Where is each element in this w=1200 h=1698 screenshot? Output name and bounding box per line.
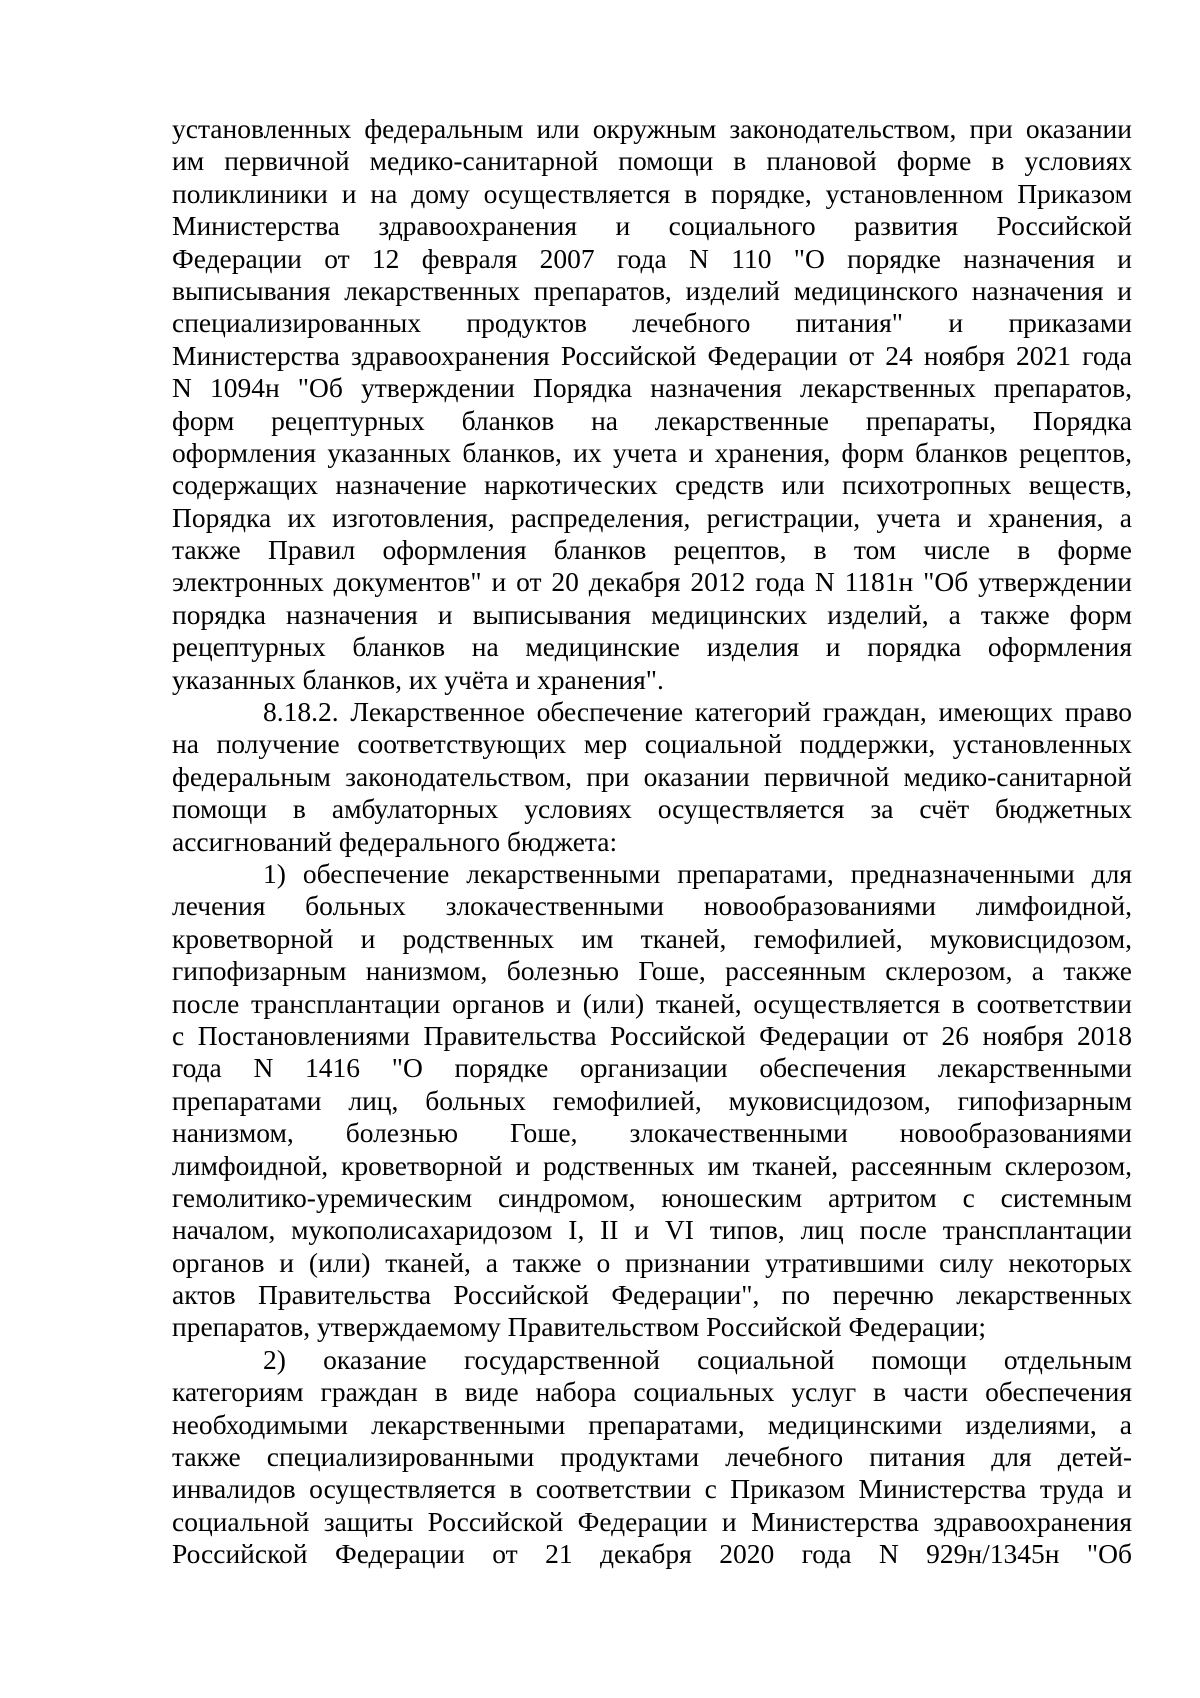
- text-line: 8.18.2. Лекарственное обеспечение категорий граждан, имеющих право: [263, 696, 1132, 728]
- text-line: категориям граждан в виде набора социальных услуг в части обеспечения: [172, 1376, 1132, 1408]
- text-line: гемолитико-уремическим синдромом, юношеским артритом с системным: [172, 1181, 1132, 1213]
- text-line: социальной защиты Российской Федерации и Министерства здравоохранения: [172, 1505, 1132, 1537]
- text-line: началом, мукополисахаридозом I, II и VI типов, лиц после трансплантации: [172, 1214, 1132, 1246]
- text-line: N 1094н "Об утверждении Порядка назначения лекарственных препаратов,: [172, 372, 1132, 404]
- text-line: также Правил оформления бланков рецептов, в том числе в форме: [172, 534, 1132, 566]
- text-line: содержащих назначение наркотических средств или психотропных веществ,: [172, 469, 1132, 501]
- text-line: 1) обеспечение лекарственными препаратами, предназначенными для: [263, 857, 1132, 889]
- text-line: порядка назначения и выписывания медицинских изделий, а также форм: [172, 598, 1132, 630]
- text-line: Порядка их изготовления, распределения, регистрации, учета и хранения, а: [172, 501, 1132, 533]
- paragraph: [172, 696, 1132, 858]
- text-line: препаратов, утверждаемому Правительством Российской Федерации;: [172, 1311, 987, 1343]
- text-line: помощи в амбулаторных условиях осуществляется за счёт бюджетных: [172, 793, 1132, 825]
- text-line: ассигнований федерального бюджета:: [172, 825, 618, 857]
- text-line: Министерства здравоохранения Российской Федерации от 24 ноября 2021 года: [172, 339, 1132, 371]
- text-line: им первичной медико-санитарной помощи в плановой форме в условиях: [172, 145, 1132, 177]
- text-line: после трансплантации органов и (или) тканей, осуществляется в соответствии: [172, 987, 1132, 1019]
- text-line: кроветворной и родственных им тканей, гемофилией, муковисцидозом,: [172, 922, 1132, 954]
- text-line: установленных федеральным или окружным законодательством, при оказании: [172, 113, 1132, 144]
- text-line: 2) оказание государственной социальной помощи отдельным: [263, 1343, 1132, 1375]
- text-line: рецептурных бланков на медицинские изделия и порядка оформления: [172, 631, 1132, 663]
- text-line: лимфоидной, кроветворной и родственных им тканей, рассеянным склерозом,: [172, 1149, 1132, 1181]
- text-line: оформления указанных бланков, их учета и хранения, форм бланков рецептов,: [172, 436, 1132, 468]
- text-line: также специализированными продуктами лечебного питания для детей-: [172, 1441, 1132, 1473]
- text-line: поликлиники и на дому осуществляется в порядке, установленном Приказом: [172, 177, 1132, 209]
- text-line: года N 1416 "О порядке организации обеспечения лекарственными: [172, 1052, 1132, 1084]
- text-line: форм рецептурных бланков на лекарственные препараты, Порядка: [172, 404, 1132, 436]
- paragraph: [172, 113, 1132, 696]
- text-line: Министерства здравоохранения и социального развития Российской: [172, 210, 1132, 242]
- text-line: гипофизарным нанизмом, болезнью Гоше, рассеянным склерозом, а также: [172, 955, 1132, 987]
- text-line: лечения больных злокачественными новообразованиями лимфоидной,: [172, 890, 1132, 922]
- text-line: Федерации от 12 февраля 2007 года N 110 "О порядке назначения и: [172, 242, 1132, 274]
- text-line: необходимыми лекарственными препаратами, медицинскими изделиями, а: [172, 1408, 1132, 1440]
- text-line: нанизмом, болезнью Гоше, злокачественными новообразованиями: [172, 1117, 1132, 1149]
- paragraph: [172, 1344, 1132, 1571]
- text-line: федеральным законодательством, при оказании первичной медико-санитарной: [172, 760, 1132, 792]
- paragraph: [172, 858, 1132, 1344]
- text-line: на получение соответствующих мер социальной поддержки, установленных: [172, 728, 1132, 760]
- text-line: выписывания лекарственных препаратов, изделий медицинского назначения и: [172, 274, 1132, 306]
- text-line: специализированных продуктов лечебного питания" и приказами: [172, 307, 1132, 339]
- text-line: препаратами лиц, больных гемофилией, муковисцидозом, гипофизарным: [172, 1084, 1132, 1116]
- text-line: инвалидов осуществляется в соответствии с Приказом Министерства труда и: [172, 1473, 1132, 1505]
- text-line: органов и (или) тканей, а также о признании утратившими силу некоторых: [172, 1246, 1132, 1278]
- text-line: указанных бланков, их учёта и хранения".: [172, 663, 664, 695]
- text-line: Российской Федерации от 21 декабря 2020 года N 929н/1345н "Об: [172, 1538, 1132, 1570]
- document-page: [172, 113, 1132, 1571]
- text-line: электронных документов" и от 20 декабря 2012 года N 1181н "Об утверждении: [172, 566, 1132, 598]
- text-line: актов Правительства Российской Федерации", по перечню лекарственных: [172, 1279, 1132, 1311]
- text-line: с Постановлениями Правительства Российской Федерации от 26 ноября 2018: [172, 1019, 1132, 1051]
